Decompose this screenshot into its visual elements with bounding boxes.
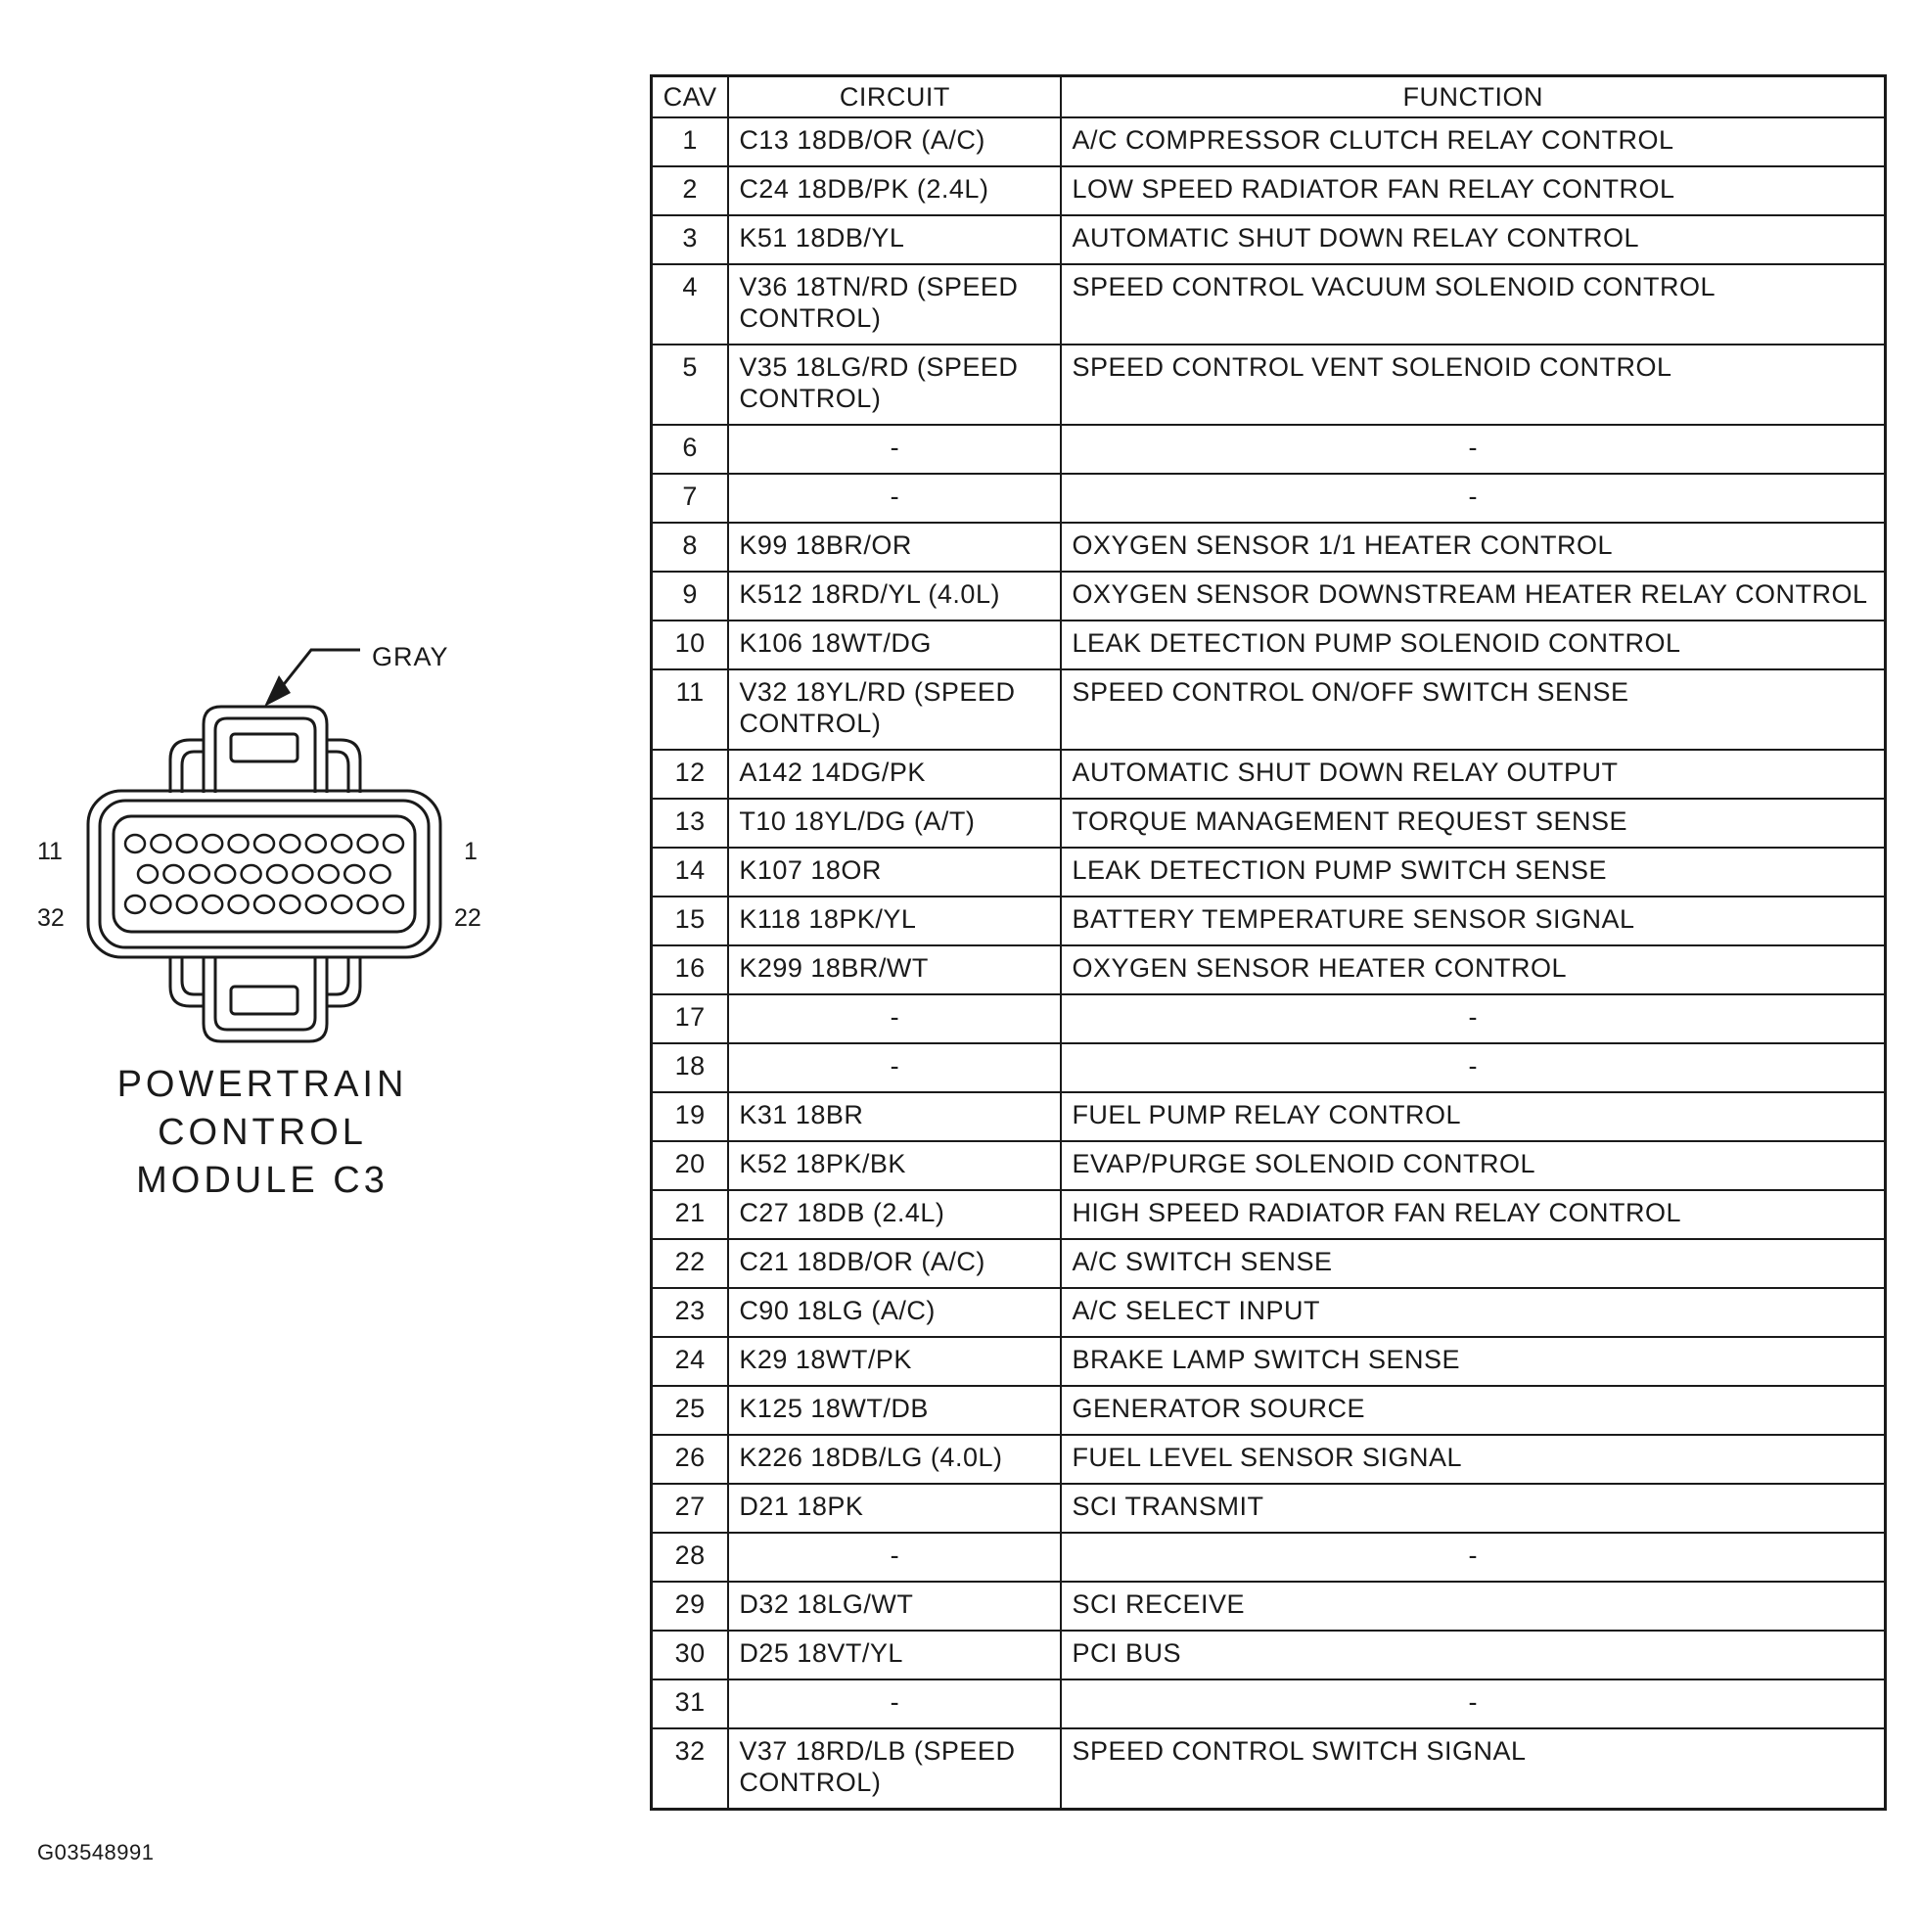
table-row [652, 1141, 1886, 1190]
function-cell: OXYGEN SENSOR HEATER CONTROL [1061, 945, 1885, 994]
pin-label-bottom-left: 32 [37, 904, 65, 932]
cav-cell: 5 [652, 345, 729, 425]
cavity-hole [125, 896, 145, 913]
function-cell: - [1061, 1533, 1885, 1582]
cavity-hole [306, 896, 326, 913]
circuit-cell: K226 18DB/LG (4.0L) [728, 1435, 1061, 1484]
cav-cell: 2 [652, 166, 729, 215]
function-cell: BRAKE LAMP SWITCH SENSE [1061, 1337, 1885, 1386]
cavity-hole [319, 865, 339, 883]
cavity-hole [358, 835, 378, 852]
circuit-cell: V35 18LG/RD (SPEED CONTROL) [728, 345, 1061, 425]
header-function: FUNCTION [1061, 76, 1885, 118]
cav-cell: 26 [652, 1435, 729, 1484]
function-cell: AUTOMATIC SHUT DOWN RELAY OUTPUT [1061, 750, 1885, 799]
function-cell: BATTERY TEMPERATURE SENSOR SIGNAL [1061, 897, 1885, 945]
circuit-cell: C13 18DB/OR (A/C) [728, 117, 1061, 166]
cav-cell: 30 [652, 1631, 729, 1679]
function-cell: LOW SPEED RADIATOR FAN RELAY CONTROL [1061, 166, 1885, 215]
connector-body-mid [100, 801, 429, 947]
circuit-cell: T10 18YL/DG (A/T) [728, 799, 1061, 848]
bottom-right-ear [327, 957, 360, 1006]
function-cell: SCI RECEIVE [1061, 1582, 1885, 1631]
cav-cell: 24 [652, 1337, 729, 1386]
pin-label-top-right: 1 [464, 838, 478, 865]
caption-line-3: MODULE C3 [136, 1160, 389, 1201]
pinout-table [650, 74, 1887, 1811]
cav-cell: 10 [652, 621, 729, 669]
table-row [652, 1728, 1886, 1809]
table-row [652, 264, 1886, 345]
cav-cell: 21 [652, 1190, 729, 1239]
table-row [652, 1435, 1886, 1484]
cav-cell: 27 [652, 1484, 729, 1533]
caption-line-2: CONTROL [158, 1112, 367, 1153]
table-row [652, 1043, 1886, 1092]
table-row [652, 994, 1886, 1043]
circuit-cell: K31 18BR [728, 1092, 1061, 1141]
table-row [652, 345, 1886, 425]
cav-cell: 8 [652, 523, 729, 572]
cav-cell: 14 [652, 848, 729, 897]
cav-cell: 15 [652, 897, 729, 945]
circuit-cell: K99 18BR/OR [728, 523, 1061, 572]
cav-cell: 17 [652, 994, 729, 1043]
cav-cell: 6 [652, 425, 729, 474]
table-row [652, 1092, 1886, 1141]
function-cell: LEAK DETECTION PUMP SOLENOID CONTROL [1061, 621, 1885, 669]
cavity-hole [254, 896, 274, 913]
table-row [652, 117, 1886, 166]
cav-cell: 13 [652, 799, 729, 848]
header-cav: CAV [652, 76, 729, 118]
table-row [652, 945, 1886, 994]
top-left-ear [170, 740, 204, 793]
function-cell: TORQUE MANAGEMENT REQUEST SENSE [1061, 799, 1885, 848]
circuit-cell: K52 18PK/BK [728, 1141, 1061, 1190]
table-row [652, 1533, 1886, 1582]
function-cell: FUEL PUMP RELAY CONTROL [1061, 1092, 1885, 1141]
table-row [652, 669, 1886, 750]
function-cell: SPEED CONTROL SWITCH SIGNAL [1061, 1728, 1885, 1809]
circuit-cell: C27 18DB (2.4L) [728, 1190, 1061, 1239]
circuit-cell: K118 18PK/YL [728, 897, 1061, 945]
cav-cell: 12 [652, 750, 729, 799]
circuit-cell: K106 18WT/DG [728, 621, 1061, 669]
gray-label: GRAY [372, 642, 449, 671]
circuit-cell: C21 18DB/OR (A/C) [728, 1239, 1061, 1288]
cav-cell: 32 [652, 1728, 729, 1809]
cavity-hole [229, 896, 249, 913]
pin-label-top-left: 11 [37, 838, 63, 865]
circuit-cell: V32 18YL/RD (SPEED CONTROL) [728, 669, 1061, 750]
function-cell: OXYGEN SENSOR DOWNSTREAM HEATER RELAY CONTROL [1061, 572, 1885, 621]
cavity-hole [344, 865, 364, 883]
circuit-cell: A142 14DG/PK [728, 750, 1061, 799]
cav-cell: 25 [652, 1386, 729, 1435]
table-row [652, 1288, 1886, 1337]
cavity-hole [163, 865, 183, 883]
function-cell: FUEL LEVEL SENSOR SIGNAL [1061, 1435, 1885, 1484]
table-row [652, 621, 1886, 669]
table-row [652, 750, 1886, 799]
circuit-cell: C24 18DB/PK (2.4L) [728, 166, 1061, 215]
cavity-hole [371, 865, 390, 883]
cavity-hole [215, 865, 235, 883]
circuit-cell: - [728, 1043, 1061, 1092]
gray-leader-line [277, 650, 360, 693]
cavity-hole [242, 865, 261, 883]
table-row [652, 1190, 1886, 1239]
table-row [652, 572, 1886, 621]
cavity-hole [151, 835, 170, 852]
pinout-body [652, 117, 1886, 1809]
figure-id: G03548991 [37, 1840, 155, 1864]
cav-cell: 23 [652, 1288, 729, 1337]
cavity-hole [177, 835, 197, 852]
header-circuit: CIRCUIT [728, 76, 1061, 118]
bottom-latch-window [231, 987, 297, 1014]
cavity-hole [203, 896, 222, 913]
circuit-cell: - [728, 994, 1061, 1043]
table-row [652, 166, 1886, 215]
function-cell: - [1061, 425, 1885, 474]
function-cell: GENERATOR SOURCE [1061, 1386, 1885, 1435]
circuit-cell: D32 18LG/WT [728, 1582, 1061, 1631]
table-row [652, 425, 1886, 474]
table-row [652, 215, 1886, 264]
cavity-hole [125, 835, 145, 852]
cav-cell: 3 [652, 215, 729, 264]
cavity-holes [125, 835, 403, 913]
circuit-cell: - [728, 1679, 1061, 1728]
circuit-cell: K299 18BR/WT [728, 945, 1061, 994]
circuit-cell: D25 18VT/YL [728, 1631, 1061, 1679]
function-cell: SPEED CONTROL VENT SOLENOID CONTROL [1061, 345, 1885, 425]
circuit-cell: K125 18WT/DB [728, 1386, 1061, 1435]
connector-diagram [0, 0, 626, 1932]
cavity-hole [358, 896, 378, 913]
cav-cell: 31 [652, 1679, 729, 1728]
circuit-cell: K51 18DB/YL [728, 215, 1061, 264]
table-header-row [652, 76, 1886, 118]
cav-cell: 29 [652, 1582, 729, 1631]
cav-cell: 20 [652, 1141, 729, 1190]
cav-cell: 11 [652, 669, 729, 750]
table-row [652, 897, 1886, 945]
circuit-cell: C90 18LG (A/C) [728, 1288, 1061, 1337]
table-row [652, 1337, 1886, 1386]
cavity-hole [151, 896, 170, 913]
caption-line-1: POWERTRAIN [116, 1064, 408, 1105]
function-cell: PCI BUS [1061, 1631, 1885, 1679]
cav-cell: 7 [652, 474, 729, 523]
cav-cell: 28 [652, 1533, 729, 1582]
function-cell: A/C COMPRESSOR CLUTCH RELAY CONTROL [1061, 117, 1885, 166]
circuit-cell: - [728, 474, 1061, 523]
top-right-ear [327, 740, 360, 793]
function-cell: - [1061, 994, 1885, 1043]
function-cell: - [1061, 1043, 1885, 1092]
function-cell: SCI TRANSMIT [1061, 1484, 1885, 1533]
function-cell: HIGH SPEED RADIATOR FAN RELAY CONTROL [1061, 1190, 1885, 1239]
table-row [652, 1386, 1886, 1435]
cavity-hole [280, 835, 299, 852]
cavity-hole [280, 896, 299, 913]
cavity-hole [267, 865, 287, 883]
function-cell: LEAK DETECTION PUMP SWITCH SENSE [1061, 848, 1885, 897]
function-cell: A/C SELECT INPUT [1061, 1288, 1885, 1337]
cavity-hole [384, 896, 403, 913]
cavity-hole [332, 896, 351, 913]
circuit-cell: - [728, 425, 1061, 474]
circuit-cell: K512 18RD/YL (4.0L) [728, 572, 1061, 621]
cav-cell: 16 [652, 945, 729, 994]
cavity-hole [384, 835, 403, 852]
cavity-hole [138, 865, 158, 883]
cavity-hole [293, 865, 312, 883]
cav-cell: 1 [652, 117, 729, 166]
top-latch-window [231, 734, 297, 761]
bottom-left-ear [170, 957, 204, 1006]
circuit-cell: K107 18OR [728, 848, 1061, 897]
cavity-hole [190, 865, 209, 883]
circuit-cell: - [728, 1533, 1061, 1582]
cavity-hole [306, 835, 326, 852]
table-row [652, 1484, 1886, 1533]
circuit-cell: V36 18TN/RD (SPEED CONTROL) [728, 264, 1061, 345]
cav-cell: 19 [652, 1092, 729, 1141]
cavity-hole [203, 835, 222, 852]
function-cell: - [1061, 1679, 1885, 1728]
table-row [652, 1239, 1886, 1288]
function-cell: AUTOMATIC SHUT DOWN RELAY CONTROL [1061, 215, 1885, 264]
cavity-hole [332, 835, 351, 852]
function-cell: EVAP/PURGE SOLENOID CONTROL [1061, 1141, 1885, 1190]
table-row [652, 1582, 1886, 1631]
cavity-hole [229, 835, 249, 852]
table-row [652, 523, 1886, 572]
pin-label-bottom-right: 22 [454, 904, 481, 932]
function-cell: A/C SWITCH SENSE [1061, 1239, 1885, 1288]
function-cell: - [1061, 474, 1885, 523]
circuit-cell: D21 18PK [728, 1484, 1061, 1533]
cav-cell: 4 [652, 264, 729, 345]
function-cell: SPEED CONTROL VACUUM SOLENOID CONTROL [1061, 264, 1885, 345]
cav-cell: 9 [652, 572, 729, 621]
function-cell: OXYGEN SENSOR 1/1 HEATER CONTROL [1061, 523, 1885, 572]
table-row [652, 474, 1886, 523]
function-cell: SPEED CONTROL ON/OFF SWITCH SENSE [1061, 669, 1885, 750]
cavity-hole [254, 835, 274, 852]
table-row [652, 1679, 1886, 1728]
table-row [652, 1631, 1886, 1679]
cavity-hole [177, 896, 197, 913]
circuit-cell: K29 18WT/PK [728, 1337, 1061, 1386]
table-row [652, 799, 1886, 848]
table-row [652, 848, 1886, 897]
cav-cell: 22 [652, 1239, 729, 1288]
circuit-cell: V37 18RD/LB (SPEED CONTROL) [728, 1728, 1061, 1809]
cav-cell: 18 [652, 1043, 729, 1092]
